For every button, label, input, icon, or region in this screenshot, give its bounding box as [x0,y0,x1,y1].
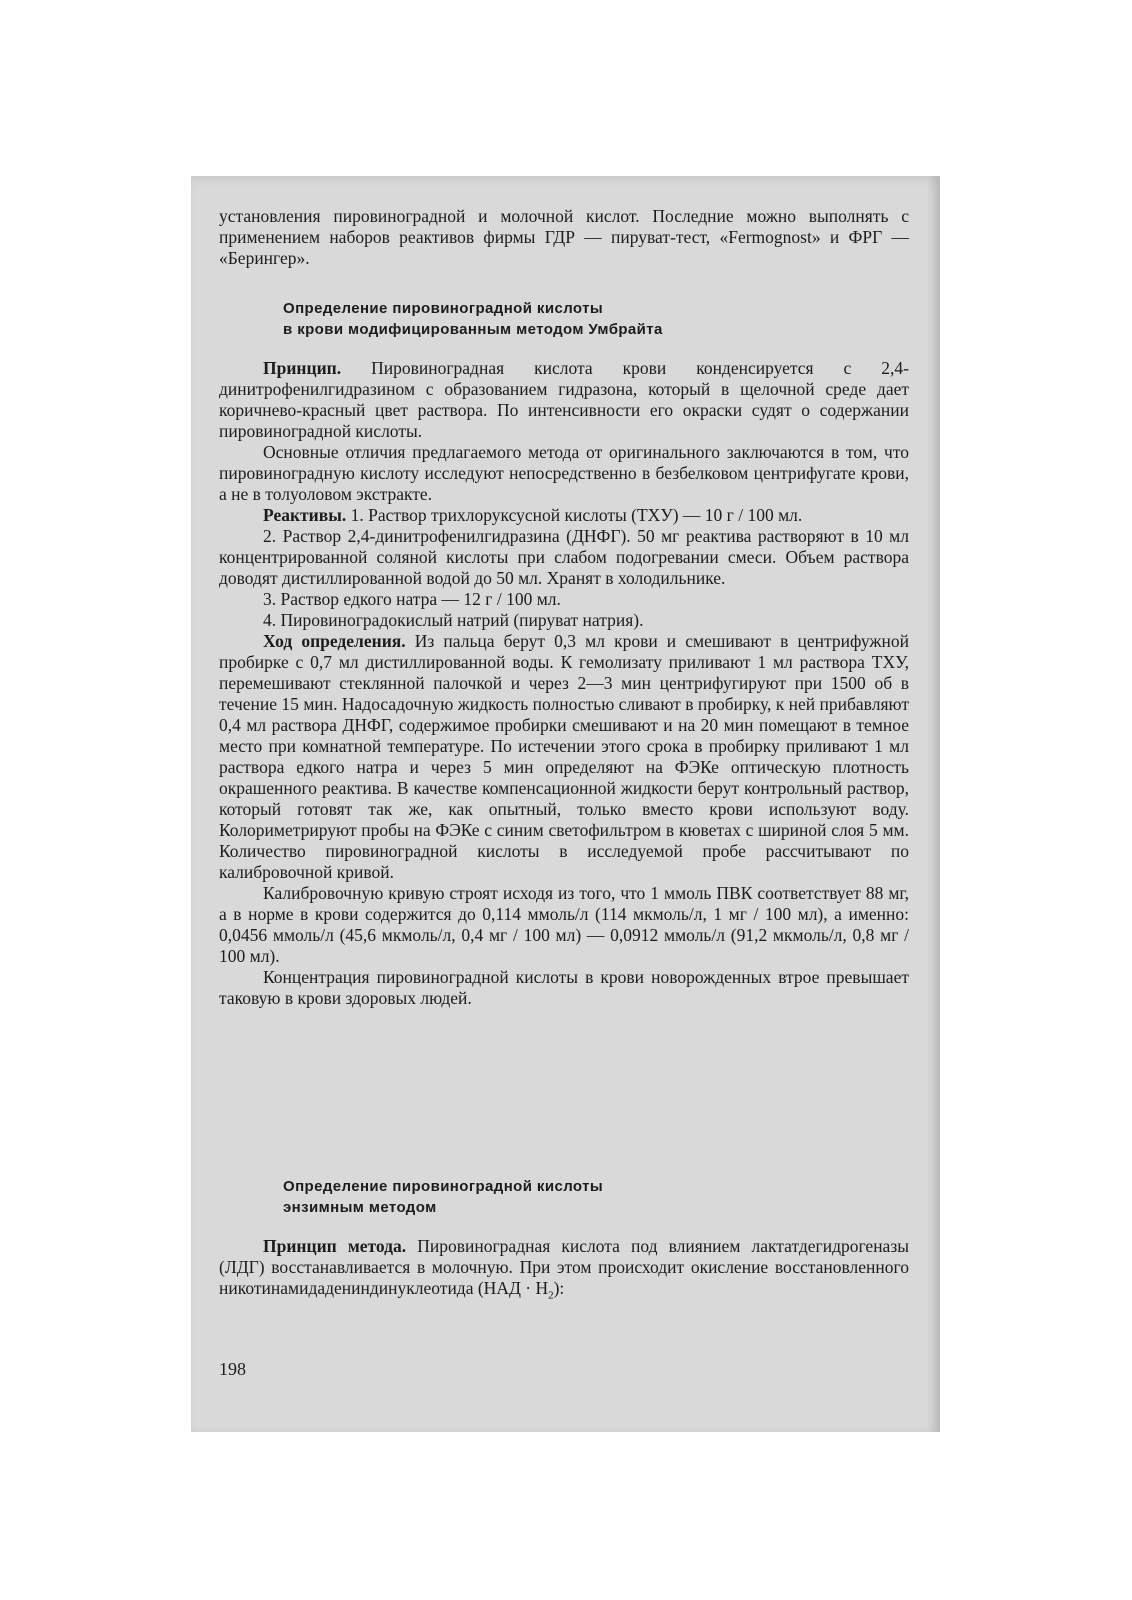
subscript: 2 [548,1289,554,1302]
calibration-paragraph: Калибровочную кривую строят исходя из того, что 1 ммоль ПВК соответствует 88 мг, а в норме в крови содержится до 0,114 ммоль/л (114 мкмоль/л, 1 мг / 100 мл), а именно: 0,0456 ммоль/л (45,6 мкмоль/л, 0,4 мг / 100 мл) — 0,0912 ммоль/л (91,2 мкмоль/л, 0,8 мг / 100 мл). [219,883,909,966]
intro-paragraph: установления пировиноградной и молочной кислот. Последние можно выполнять с применением наборов реактивов фирмы ГДР — пируват-тест, «Fermognost» и ФРГ — «Берингер». [219,206,909,268]
differences-paragraph: Основные отличия предлагаемого метода от оригинального заключаются в том, что пировиноградную кислоту исследуют непосредственно в безбелковом центрифугате крови, а не в толуоловом экстракте. [219,442,909,504]
section-heading-line: в крови модифицированным методом Умбрайта [283,321,663,338]
enzymatic-principle-label: Принцип метода. [263,1236,407,1256]
section-heading-line: Определение пировиноградной кислоты [283,300,604,317]
newborn-paragraph: Концентрация пировиноградной кислоты в крови новорожденных втрое превышает таковую в крови здоровых людей. [219,967,909,1008]
procedure-text: Из пальца берут 0,3 мл крови и смешивают в центрифужной пробирке с 0,7 мл дистиллированной воды. К гемолизату приливают 1 мл раствора ТХУ, перемешивают стеклянной палочкой и через 2—3 мин центрифугируют при 1500 об в течение 15 мин. Надосадочную жидкость полностью сливают в пробирку, к ней прибавляют 0,4 мл раствора ДНФГ, содержимое пробирки смешивают и на 20 мин помещают в темное место при комнатной температуре. По истечении этого срока в пробирку приливают 1 мл раствора едкого натра и через 5 мин определяют на ФЭКе оптическую плотность окрашенного реактива. В качестве компенсационной жидкости берут контрольный раствор, который готовят так же, как опытный, только вместо крови используют воду. Колориметрируют пробы на ФЭКе с синим светофильтром в кюветах с шириной слоя 5 мм. Количество пировиноградной кислоты в исследуемой пробе рассчитывают по калибровочной кривой. [219,631,909,882]
page-number: 198 [219,1359,246,1379]
section-umbreit-body [219,358,909,1009]
scanned-page [191,176,940,1432]
enzymatic-principle-paragraph [219,1236,909,1307]
reagent-item: 4. Пировиноградокислый натрий (пируват натрия). [263,610,644,630]
section-heading-umbreit [283,298,883,340]
intro-paragraph-block [219,206,909,269]
principle-paragraph [219,358,909,442]
principle-label: Принцип. [263,358,342,378]
principle-text: Пировиноградная кислота крови конденсируется с 2,4-динитрофенилгидразином с образованием гидразона, который в щелочной среде дает коричнево-красный цвет раствора. По интенсивности его окраски судят о содержании пировиноградной кислоты. [219,358,909,441]
procedure-paragraph [219,631,909,883]
section-enzymatic-body [219,1236,909,1307]
enzymatic-principle-text: Пировиноградная кислота под влиянием лактатдегидрогеназы (ЛДГ) восстанавливается в молочную. При этом происходит окисление восстановленного никотинамидадениндинуклеотида (НАД · Н [219,1236,909,1298]
procedure-label: Ход определения. [263,631,406,651]
reagent-item: 2. Раствор 2,4-динитрофенилгидразина (ДНФГ). 50 мг реактива растворяют в 10 мл концентрированной соляной кислоты при слабом подогревании смеси. Объем раствора доводят дистиллированной водой до 50 мл. Хранят в холодильнике. [219,526,909,588]
section-heading-enzymatic [283,1176,883,1218]
reagents-label: Реактивы. [263,505,347,525]
reagent-item: 3. Раствор едкого натра — 12 г / 100 мл. [263,589,561,609]
section-heading-line: энзимным методом [283,1199,437,1216]
section-heading-line: Определение пировиноградной кислоты [283,1178,604,1195]
reagent-item: 1. Раствор трихлоруксусной кислоты (ТХУ) — 10 г / 100 мл. [346,505,803,525]
enzymatic-principle-end: ): [553,1278,565,1298]
reagents-paragraph [219,505,909,526]
